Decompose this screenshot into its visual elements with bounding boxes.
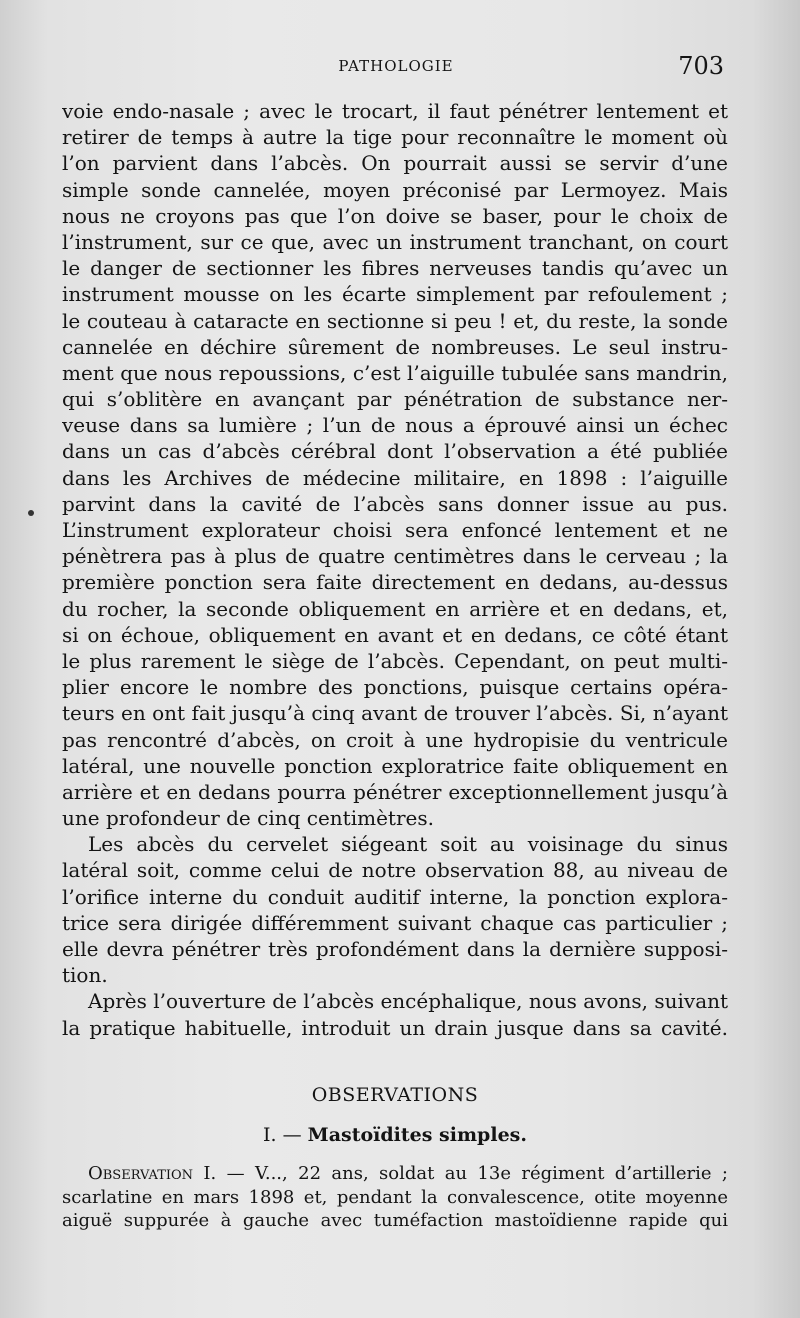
- text-line: instrument mousse on les écarte simplement par refoulement ;: [62, 282, 728, 307]
- text-line: pénètrera pas à plus de quatre centimètres dans le cerveau ; la: [62, 544, 728, 569]
- subsection-heading: [62, 1124, 728, 1146]
- text-line: Les abcès du cervelet siégeant soit au voisinage du sinus: [88, 832, 728, 857]
- observation-line: scarlatine en mars 1898 et, pendant la convalescence, otite moyenne: [62, 1186, 728, 1208]
- text-line: le plus rarement le siège de l’abcès. Cependant, on peut multi-: [62, 648, 728, 673]
- text-line: première ponction sera faite directement en dedans, au-dessus: [62, 570, 728, 595]
- text-line: la pratique habituelle, introduit un drain jusque dans sa cavité.: [62, 1015, 728, 1040]
- running-header: [66, 52, 726, 82]
- text-line: trice sera dirigée différemment suivant chaque cas particulier ;: [62, 910, 728, 935]
- text-line: elle devra pénétrer très profondément dans la dernière supposi-: [62, 937, 728, 961]
- observation-first-line: [62, 1162, 728, 1186]
- text-line: l’orifice interne du conduit auditif interne, la ponction explora-: [62, 884, 728, 909]
- text-line: simple sonde cannelée, moyen préconisé par Lermoyez. Mais: [62, 177, 728, 202]
- margin-speck: [28, 510, 34, 516]
- text-line: qui s’oblitère en avançant par pénétration de substance ner-: [62, 387, 728, 412]
- text-line: retirer de temps à autre la tige pour reconnaître le moment où: [62, 125, 728, 150]
- observation-text: [62, 1162, 728, 1233]
- text-line: tion.: [62, 963, 108, 988]
- text-line: le danger de sectionner les fibres nerveuses tandis qu’avec un: [62, 256, 728, 281]
- text-line: L’instrument explorateur choisi sera enfoncé lentement et ne: [62, 518, 728, 542]
- text-line-with-citation: dans les Archives de médecine militaire, en 1898 : l’aiguille: [62, 465, 728, 490]
- running-title: PATHOLOGIE: [338, 57, 454, 75]
- text-line: l’instrument, sur ce que, avec un instrument tranchant, on court: [62, 229, 728, 254]
- text-line: voie endo-nasale ; avec le trocart, il faut pénétrer lentement et: [62, 99, 728, 123]
- section-heading: OBSERVATIONS: [311, 1084, 479, 1106]
- text-line: plier encore le nombre des ponctions, puisque certains opéra-: [62, 675, 728, 700]
- text-line: latéral, une nouvelle ponction exploratrice faite obliquement en: [62, 753, 728, 778]
- observation-line: aiguë suppurée à gauche avec tuméfaction mastoïdienne rapide qui: [62, 1210, 728, 1231]
- body-text: [62, 98, 728, 1041]
- text-line: une profondeur de cinq centimètres.: [62, 806, 434, 831]
- text-line: parvint dans la cavité de l’abcès sans donner issue au pus.: [62, 491, 728, 516]
- text-line: si on échoue, obliquement en avant et en dedans, ce côté étant: [62, 622, 728, 647]
- text-line: pas rencontré d’abcès, on croit à une hydropisie du ventricule: [62, 727, 728, 752]
- text-line: ment que nous repoussions, c’est l’aiguille tubulée sans mandrin,: [62, 360, 728, 385]
- text-line: cannelée en déchire sûrement de nombreuses. Le seul instru-: [62, 334, 728, 359]
- text-line: teurs en ont fait jusqu’à cinq avant de trouver l’abcès. Si, n’ayant: [62, 701, 728, 726]
- text-line: le couteau à cataracte en sectionne si peu ! et, du reste, la sonde: [62, 308, 728, 333]
- subsection-number: I. —: [263, 1124, 302, 1146]
- text-line: arrière et en dedans pourra pénétrer exceptionnellement jusqu’à: [62, 779, 728, 804]
- page-number: 703: [678, 52, 724, 80]
- text-line: l’on parvient dans l’abcès. On pourrait aussi se servir d’une: [62, 151, 728, 176]
- text-line: Après l’ouverture de l’abcès encéphalique, nous avons, suivant: [88, 989, 728, 1014]
- subsection-title: Mastoïdites simples.: [307, 1124, 527, 1146]
- observation-line-text: I. — V..., 22 ans, soldat au 13e régiment d’artillerie ;: [193, 1163, 728, 1184]
- text-line: dans un cas d’abcès cérébral dont l’observation a été publiée: [62, 439, 728, 464]
- text-line: latéral soit, comme celui de notre observation 88, au niveau de: [62, 858, 728, 883]
- text-line: nous ne croyons pas que l’on doive se baser, pour le choix de: [62, 203, 728, 228]
- observation-label: Observation: [88, 1163, 194, 1184]
- text-line: du rocher, la seconde obliquement en arrière et en dedans, et,: [62, 596, 728, 621]
- text-line: veuse dans sa lumière ; l’un de nous a éprouvé ainsi un échec: [62, 413, 728, 438]
